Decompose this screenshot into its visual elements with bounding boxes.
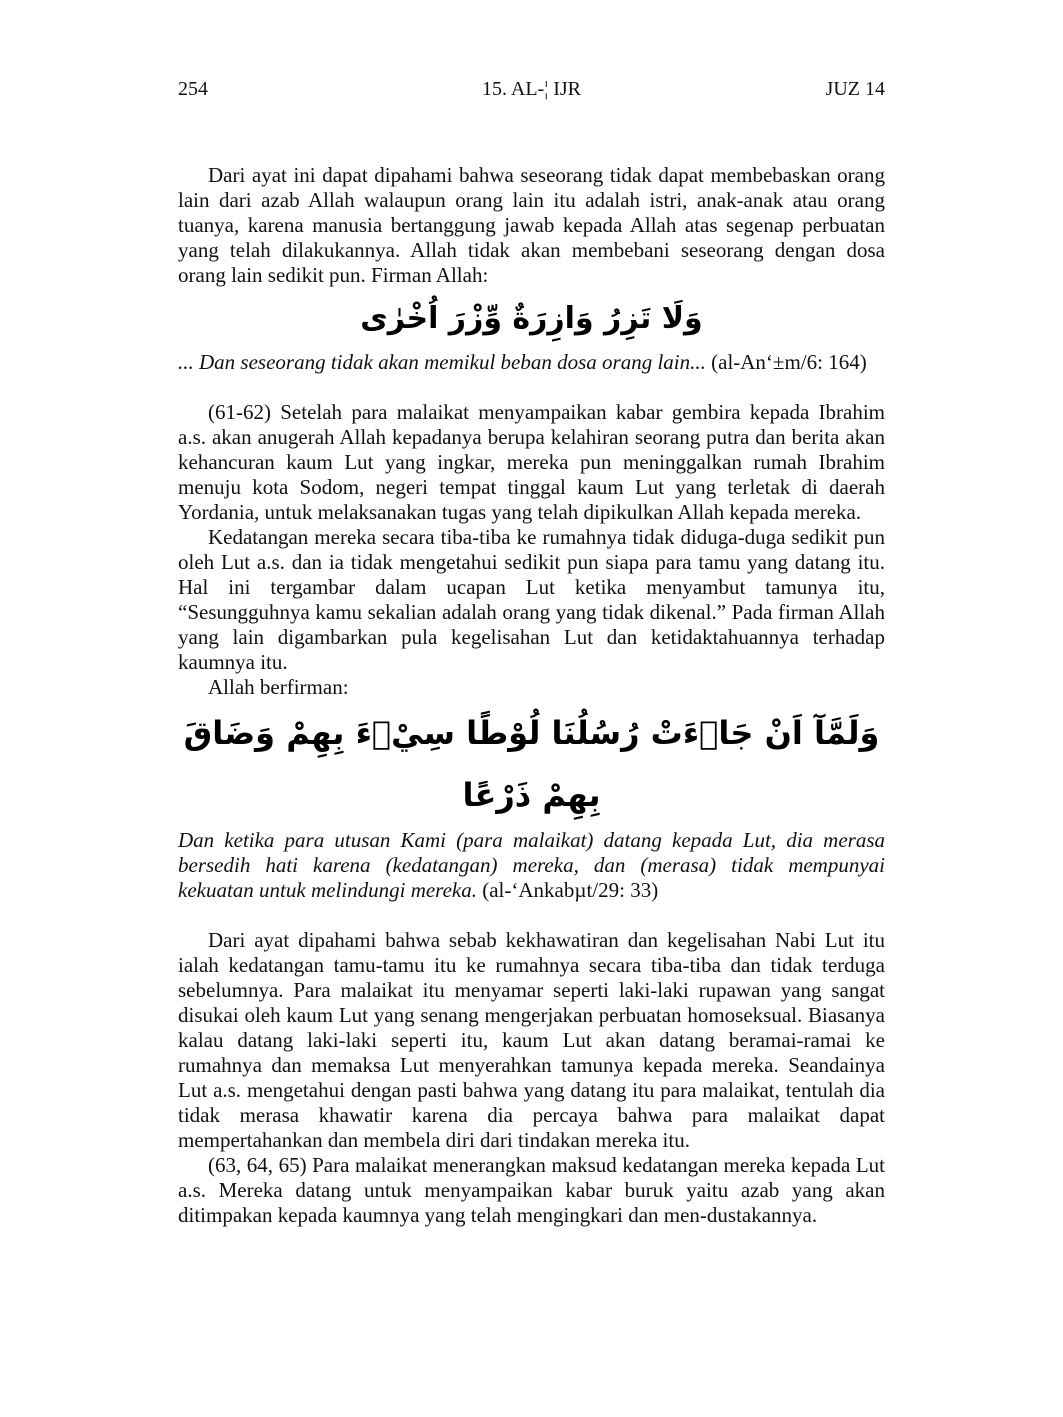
- translation-1-text: ... Dan seseorang tidak akan memikul beban dosa orang lain...: [178, 350, 706, 374]
- paragraph-intro: Dari ayat ini dapat dipahami bahwa seseorang tidak dapat membebaskan orang lain dari azab Allah walaupun orang lain itu adalah istri, anak-anak atau orang tuanya, karena manusia bertanggung jawab kepada Allah atas segenap perbuatan yang telah dilakukannya. Allah tidak akan membebani seseorang dengan dosa orang lain sedikit pun. Firman Allah:: [178, 163, 885, 287]
- translation-1: [178, 350, 885, 375]
- chapter-title: 15. AL-¦ IJR: [481, 78, 581, 100]
- book-page: [178, 74, 885, 1228]
- arabic-verse-2: وَلَمَّآ اَنْ جَاۤءَتْ رُسُلُنَا لُوْطًا سِيْۤءَ بِهِمْ وَضَاقَ بِهِمْ ذَرْعًا: [183, 714, 880, 814]
- translation-2: [178, 828, 885, 903]
- arabic-verse-1: وَلَا تَزِرُ وَازِرَةٌ وِّزْرَ اُخْرٰى: [360, 301, 703, 336]
- running-header: [178, 74, 885, 104]
- juz-label: JUZ 14: [825, 78, 885, 100]
- paragraph-arrival: Kedatangan mereka secara tiba-tiba ke rumahnya tidak diduga-duga sedikit pun oleh Lut a.s. dan ia tidak mengetahui sedikit pun siapa para tamu yang datang itu. Hal ini tergambar dalam ucapan Lut ketika menyambut tamunya itu, “Sesungguhnya kamu sekalian adalah orang yang tidak dikenal.” Pada firman Allah yang lain digambarkan pula kegelisahan Lut dan ketidaktahuannya terhadap kaumnya itu.: [178, 525, 885, 674]
- body-text: [178, 163, 885, 1228]
- translation-2-reference: (al-‘Ankabµt/29: 33): [482, 878, 659, 902]
- paragraph-63-65: (63, 64, 65) Para malaikat menerangkan maksud kedatangan mereka kepada Lut a.s. Mereka datang untuk menyampaikan kabar buruk yaitu azab yang akan ditimpakan kepada kaumnya yang telah mengingkari dan men-dustakannya.: [178, 1153, 885, 1227]
- paragraph-explanation: Dari ayat dipahami bahwa sebab kekhawatiran dan kegelisahan Nabi Lut itu ialah kedatangan tamu-tamu itu ke rumahnya secara tiba-tiba dan tidak terduga sebelumnya. Para malaikat itu menyamar seperti laki-laki rupawan yang sangat disukai oleh kaum Lut yang senang mengerjakan perbuatan homoseksual. Biasanya kalau datang laki-laki seperti itu, kaum Lut akan datang beramai-ramai ke rumahnya dan memaksa Lut menyerahkan tamunya kepada mereka. Seandainya Lut a.s. mengetahui dengan pasti bahwa yang datang itu para malaikat, tentulah dia tidak merasa khawatir karena dia percaya bahwa para malaikat dapat mempertahankan dan membela diri dari tindakan mereka itu.: [178, 928, 885, 1152]
- paragraph-allah-berfirman: Allah berfirman:: [208, 675, 349, 699]
- page-number: 254: [178, 78, 208, 100]
- paragraph-61-62: (61-62) Setelah para malaikat menyampaikan kabar gembira kepada Ibrahim a.s. akan anugerah Allah kepadanya berupa kelahiran seorang putra dan berita akan kehancuran kaum Lut yang ingkar, mereka pun meninggalkan rumah Ibrahim menuju kota Sodom, negeri tempat tinggal kaum Lut yang terletak di daerah Yordania, untuk melaksanakan tugas yang telah dipikulkan Allah kepada mereka.: [178, 400, 885, 524]
- translation-2-text: Dan ketika para utusan Kami (para malaikat) datang kepada Lut, dia merasa bersedih hati karena (kedatangan) mereka, dan (merasa) tidak mempunyai kekuatan untuk melindungi mereka.: [178, 828, 885, 902]
- translation-1-reference: (al-An‘±m/6: 164): [711, 350, 867, 374]
